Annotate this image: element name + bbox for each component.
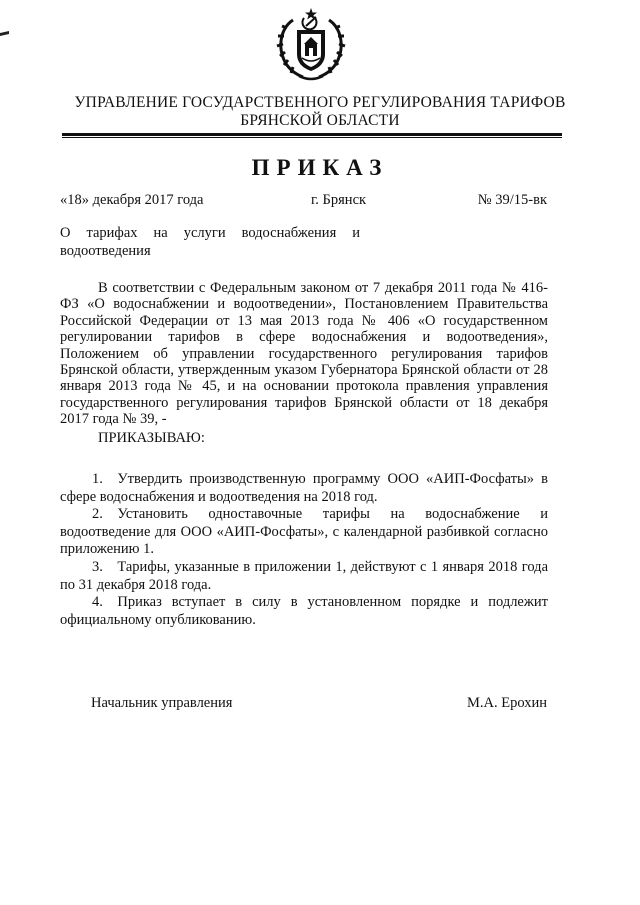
agency-name-line1: УПРАВЛЕНИЕ ГОСУДАРСТВЕННОГО РЕГУЛИРОВАНИЯ ТАРИФОВ (74, 94, 566, 111)
order-item-1: 1. Утвердить производственную программу ООО «АИП-Фосфаты» в сфере водоснабжения и водоотведения на 2018 год. (60, 471, 548, 505)
header-divider-thick (62, 133, 562, 136)
scan-margin-mark (0, 31, 9, 36)
document-city: г. Брянск (311, 192, 367, 208)
preamble-paragraph: В соответствии с Федеральным законом от 7 декабря 2011 года № 416-ФЗ «О водоснабжении и водоотведении», Постановлением Правительства Российской Федерации от 13 мая 2013 года № 406 «О государственном регулировании тарифов в сфере водоснабжения и водоотведения», Положением об управлении государственного регулирования тарифов Брянской области, утвержденным указом Губернатора Брянской области от 28 января 2013 года № 45, и на основании протокола правления управления государственного регулирования тарифов Брянской области от 18 декабря 2017 года № 39, - (60, 280, 548, 428)
document-number: № 39/15-вк (477, 192, 547, 208)
order-item-4: 4. Приказ вступает в силу в установленном порядке и подлежит официальному опубликованию. (60, 594, 548, 628)
coat-of-arms-icon (273, 6, 349, 82)
order-item-3: 3. Тарифы, указанные в приложении 1, действуют с 1 января 2018 года по 31 декабря 2018 года. (60, 559, 548, 593)
document-subject: О тарифах на услуги водоснабжения и водоотведения (60, 225, 360, 259)
document-title: ПРИКАЗ (251, 155, 389, 180)
order-word: ПРИКАЗЫВАЮ: (98, 430, 205, 446)
signature-title: Начальник управления (91, 695, 233, 711)
header-divider-thin (62, 137, 562, 138)
agency-name-line2: БРЯНСКОЙ ОБЛАСТИ (240, 112, 400, 129)
document-date: «18» декабря 2017 года (60, 192, 204, 208)
signature-name: М.А. Ерохин (466, 695, 547, 711)
order-item-2: 2. Установить одноставочные тарифы на водоснабжение и водоотведение для ООО «АИП-Фосфаты», с календарной разбивкой согласно приложению 1. (60, 506, 548, 558)
